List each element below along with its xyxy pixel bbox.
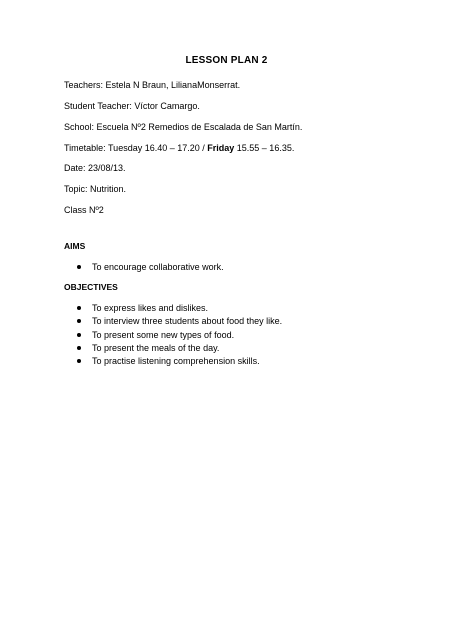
aims-heading: AIMS — [64, 241, 86, 251]
objective-item-text: To present some new types of food. — [92, 329, 235, 340]
objective-item-text: To present the meals of the day. — [92, 342, 220, 353]
timetable-suffix: 15.55 – 16.35. — [234, 143, 295, 153]
list-item — [64, 302, 282, 315]
aims-list — [64, 261, 224, 274]
timetable-line — [64, 142, 294, 154]
document-title: LESSON PLAN 2 — [185, 55, 268, 66]
list-item — [64, 261, 224, 274]
bullet-icon — [77, 306, 81, 310]
objective-item-text: To express likes and dislikes. — [92, 303, 209, 313]
bullet-icon — [77, 359, 81, 363]
bullet-icon — [77, 265, 81, 269]
objectives-heading: OBJECTIVES — [64, 282, 118, 292]
teachers-line: Teachers: Estela N Braun, LilianaMonserrat. — [64, 80, 241, 90]
objectives-list — [64, 302, 282, 368]
objective-item-text: To interview three students about food they like. — [92, 316, 283, 327]
topic-line: Topic: Nutrition. — [64, 184, 127, 194]
objective-item-text: To practise listening comprehension skills. — [92, 356, 260, 367]
list-item — [64, 342, 282, 355]
bullet-icon — [77, 346, 81, 350]
class-line: Class Nº2 — [64, 205, 104, 215]
student-teacher-line: Student Teacher: Víctor Camargo. — [64, 101, 200, 111]
timetable-prefix: Timetable: Tuesday 16.40 – 17.20 / — [64, 143, 208, 153]
aims-item-text: To encourage collaborative work. — [92, 262, 224, 272]
date-line: Date: 23/08/13. — [64, 163, 126, 173]
list-item — [64, 355, 282, 368]
list-item — [64, 315, 282, 328]
school-line: School: Escuela Nº2 Remedios de Escalada de San Martín. — [64, 122, 303, 132]
timetable-bold-day: Friday — [207, 143, 235, 153]
bullet-icon — [77, 333, 81, 337]
bullet-icon — [77, 319, 81, 323]
list-item — [64, 329, 282, 342]
